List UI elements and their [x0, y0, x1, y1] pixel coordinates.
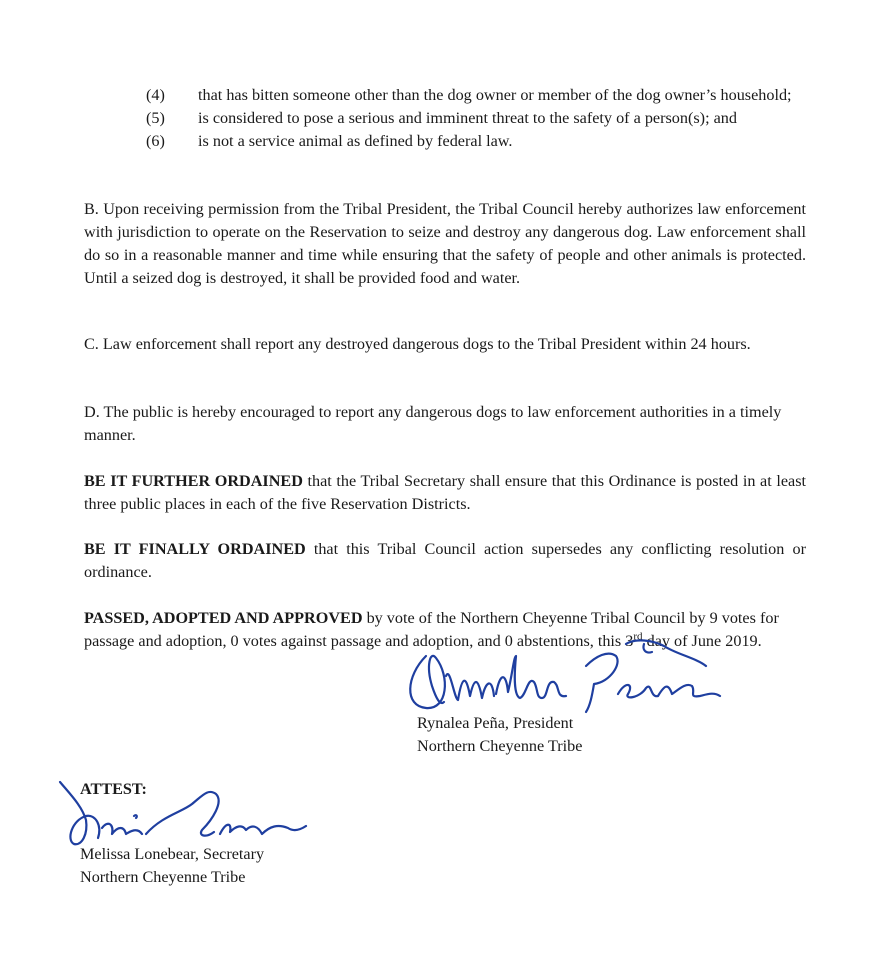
president-name-title: Rynalea Peña, President	[417, 714, 574, 732]
attest-label: ATTEST:	[80, 780, 147, 798]
president-organization: Northern Cheyenne Tribe	[417, 737, 583, 755]
passed-lead: PASSED, ADOPTED AND APPROVED	[84, 609, 363, 627]
passed-text: by vote of the Northern Cheyenne Tribal Council by 9 votes for passage and adoption, 0 votes against passage and adoption, and 0 abstentions, this 3	[84, 609, 779, 650]
section-b-paragraph: B. Upon receiving permission from the Tribal President, the Tribal Council hereby authorizes law enforcement with jurisdiction to operate on the Reservation to seize and destroy any dangerous dog. Law enforcement shall do so in a reasonable manner and time while ensuring that the safety of people and other animals is protected. Until a seized dog is destroyed, it shall be provided food and water.	[84, 200, 806, 287]
finally-ordained-text: that this Tribal Council action supersedes any conflicting resolution or ordinance.	[84, 540, 806, 581]
further-ordained-paragraph	[84, 470, 806, 516]
criteria-list	[146, 84, 811, 153]
list-item-text: that has bitten someone other than the dog owner or member of the dog owner’s household;	[198, 86, 792, 104]
list-item-number: (4)	[146, 86, 165, 104]
ordinal-suffix: rd	[633, 630, 643, 643]
president-handwritten-signature	[396, 636, 736, 732]
finally-ordained-paragraph	[84, 538, 806, 584]
further-ordained-lead: BE IT FURTHER ORDAINED	[84, 472, 303, 490]
section-c-paragraph: C. Law enforcement shall report any destroyed dangerous dogs to the Tribal President within 24 hours.	[84, 335, 751, 353]
list-item-number: (5)	[146, 109, 165, 127]
list-item-number: (6)	[146, 132, 165, 150]
list-item-text: is considered to pose a serious and imminent threat to the safety of a person(s); and	[198, 109, 737, 127]
secretary-handwritten-signature	[52, 776, 312, 856]
finally-ordained-lead: BE IT FINALLY ORDAINED	[84, 540, 306, 558]
list-item-text: is not a service animal as defined by federal law.	[198, 132, 513, 150]
list-item	[146, 130, 811, 153]
secretary-organization: Northern Cheyenne Tribe	[80, 868, 246, 886]
list-item	[146, 84, 811, 107]
passed-tail: day of June 2019.	[642, 632, 762, 650]
list-item	[146, 107, 811, 130]
further-ordained-text: that the Tribal Secretary shall ensure that this Ordinance is posted in at least three public places in each of the five Reservation Districts.	[84, 472, 806, 513]
section-d-paragraph: D. The public is hereby encouraged to report any dangerous dogs to law enforcement authorities in a timely manner.	[84, 403, 782, 444]
secretary-name-title: Melissa Lonebear, Secretary	[80, 845, 265, 863]
